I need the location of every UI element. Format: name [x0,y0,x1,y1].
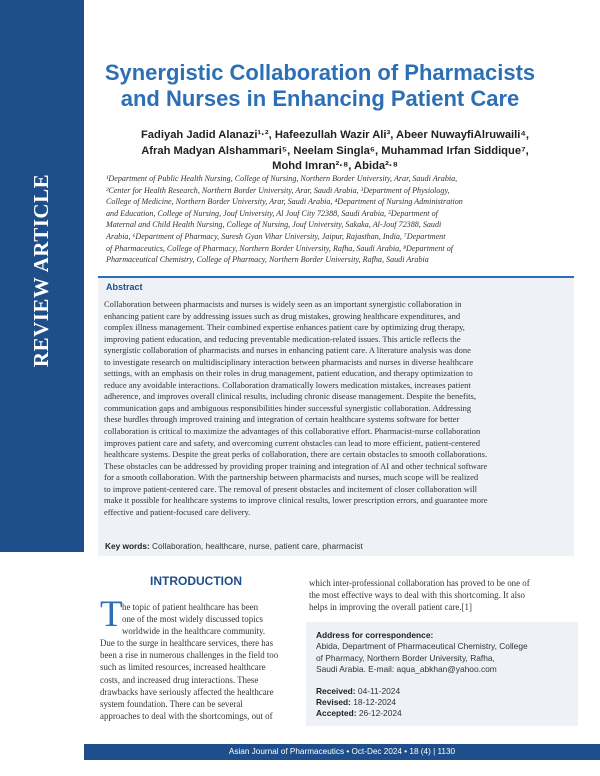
revised-date: 18-12-2024 [353,697,397,708]
keywords [105,541,565,552]
article-dates [316,686,568,720]
body-line: helps in improving the overall patient care.[1] [309,602,472,613]
affiliations [106,173,566,266]
affiliation-line: ¹Department of Public Health Nursing, College of Nursing, Northern Border University, Arar, Saudi Arabia, [106,174,458,183]
abstract-line: synergistic collaboration of pharmacists and nurses in enhancing patient care. A literature analysis was done [104,345,471,356]
abstract-line: for a smooth collaboration. With the partnership between pharmacists and nurses, much scope will be realized [104,472,479,483]
correspondence-heading: Address for correspondence: [316,630,434,640]
body-line: system foundation. There can be several [100,698,243,709]
author-line: Fadiyah Jadid Alanazi¹·², Hafeezullah Wazir Ali³, Abeer NuwayfiAlruwaili⁴, [140,129,530,141]
abstract-line: to investigate research on multidisciplinary interaction between pharmacists and nurses in diverse healthcare [104,356,474,367]
abstract-line: collaboration is critical to maximize the advantages of this collaborative effort. Pharmacist-nurse collaboration [104,426,481,437]
affiliation-line: Pharmaceutical Chemistry, College of Pharmacy, Northern Border University, Rafha, Saudi Arabia [106,255,429,265]
introduction-left-column [100,601,296,722]
abstract-body [104,299,570,518]
abstract-line: adherence, and improves overall clinical results, including chronic disease management. Despite the benefits, [104,391,476,402]
author-line: Afrah Madyan Alshammari⁵, Neelam Singla⁶, Muhammad Irfan Siddique⁷, [141,144,529,157]
abstract-line: to improve patient-centered care. The removal of present obstacles and incitement of closer collaboration will [104,483,477,494]
accepted-date-row [316,708,568,719]
keywords-text: Collaboration, healthcare, nurse, patient care, pharmacist [152,541,363,551]
drop-cap: T [100,594,123,635]
author-list [100,128,570,175]
abstract-line: communication gaps and ambiguous responsibilities hinder successful synergistic collaboration. Addressing [104,402,472,413]
section-heading-introduction: INTRODUCTION [150,574,242,588]
affiliation-line: and Education, College of Nursing, Jouf University, Al Jouf City 72388, Saudi Arabia, ⁵Department of [106,208,438,218]
received-date-row [316,686,568,697]
body-line: costs, and increased drug interactions. These [100,674,259,685]
title-line: Synergistic Collaboration of Pharmacists [104,60,536,85]
abstract-line: complex illness management. Their combined expertise enhances patient care by optimizing drug therapy, [104,322,465,333]
abstract-line: reduce any avoidable interactions. Collaboration dramatically lowers medication mistakes, increases patient [104,379,471,390]
article-type-label: REVIEW ARTICLE [29,173,54,367]
correspondence-line: Saudi Arabia. E-mail: aqua_abkhan@yahoo.com [316,664,497,675]
correspondence-box [306,622,578,726]
abstract-line: effective and patient-focused care delivery. [104,506,251,517]
abstract-line: enhancing patient care by addressing issues such as drug mistakes, growing healthcare expenditures, and [104,310,461,321]
abstract-line: these hurdles through improved training and integration of certain healthcare systems software for better [104,414,460,425]
body-line: been a rise in numerous challenges in the field too [100,650,279,661]
accepted-date: 26-12-2024 [358,708,402,719]
abstract-line: healthcare systems. Despite the great perks of collaboration, there are certain obstacles to smooth collaborations. [104,449,488,460]
footer-citation: Asian Journal of Pharmaceutics • Oct-Dec 2024 • 18 (4) | 1130 [228,747,456,756]
accepted-label: Accepted: [316,708,357,719]
abstract-box [98,276,574,556]
affiliation-line: College of Medicine, Northern Border University, Arar, Saudi Arabia, ⁴Department of Nursing Administration [106,197,463,207]
body-line: the most effective ways to deal with this shortcoming. It also [309,590,525,601]
body-line: such as limited resources, increased healthcare [100,662,266,673]
keywords-label: Key words: [105,541,150,551]
body-line: drawbacks have seriously affected the healthcare [100,686,274,697]
affiliation-line: Maternal and Child Health Nursing, College of Nursing, Jouf University, Sakaka, Al-Jouf 72388, Saudi [106,220,442,230]
abstract-heading: Abstract [106,282,143,292]
received-label: Received: [316,685,356,696]
body-line: he topic of patient healthcare has been [122,602,259,612]
revised-label: Revised: [316,697,351,708]
body-line: which inter-professional collaboration has proved to be one of [309,578,530,588]
article-title [100,60,540,112]
affiliation-line: of Pharmaceutics, College of Pharmacy, Northern Border University, Rafha, Saudi Arabia, ⁸Department of [106,243,453,253]
abstract-line: settings, with an emphasis on their roles in drug management, patient education, and therapy optimization to [104,368,473,379]
abstract-line: improves patient care and safety, and overcoming current obstacles can lead to more efficient, patient-centered [104,437,480,448]
body-line: worldwide in the healthcare community. [122,626,266,637]
introduction-right-column [309,577,577,613]
abstract-line: make it possible for healthcare systems to improve clinical results, lower prescription errors, and guarantee more [104,495,488,506]
affiliation-line: ²Center for Health Research, Northern Border University, Arar, Saudi Arabia, ³Department of Physiology, [106,185,450,195]
title-line: and Nurses in Enhancing Patient Care [120,86,520,111]
correspondence-line: Abida, Department of Pharmaceutical Chemistry, College [316,641,528,652]
correspondence-line: of Pharmacy, Northern Border University, Rafha, [316,652,495,663]
affiliation-line: Arabia, ⁶Department of Pharmacy, Suresh Gyan Vihar University, Jaipur, Rajasthan, India, ⁷Department [106,231,446,241]
author-line: Mohd Imran²·⁸, Abida²·⁸ [272,160,398,172]
revised-date-row [316,697,568,708]
received-date: 04-11-2024 [357,685,401,696]
body-line: one of the most widely discussed topics [122,614,263,625]
body-line: approaches to deal with the shortcomings, out of [100,710,273,721]
abstract-line: These obstacles can be addressed by providing proper training and integration of AI and other technical software [104,460,488,471]
abstract-line: improving patient education, and reducing preventable medication-related issues. This article reflects the [104,333,461,344]
body-line: Due to the surge in healthcare services, there has [100,638,274,649]
abstract-line: Collaboration between pharmacists and nurses is widely seen as an important synergistic collaboration in [104,299,462,309]
